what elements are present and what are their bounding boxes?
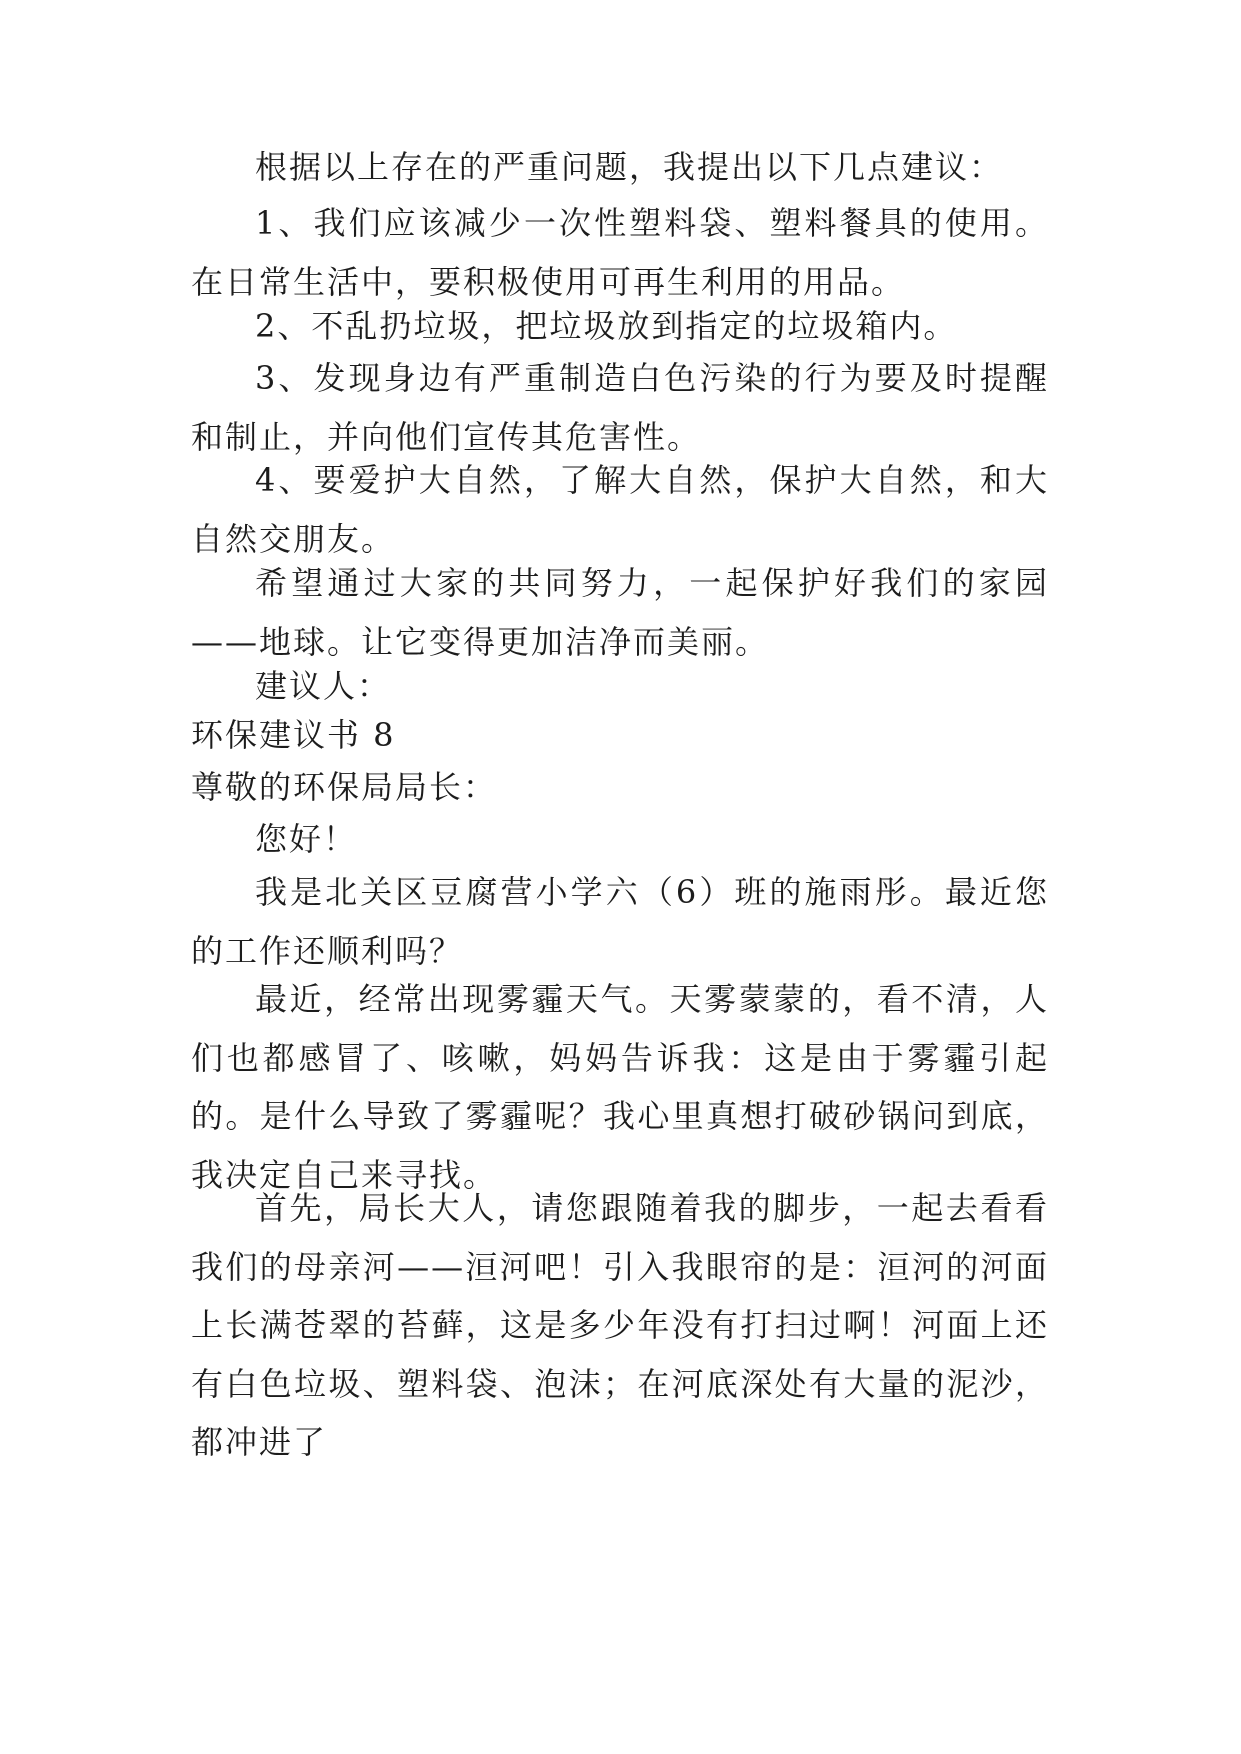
section-title: 环保建议书 8	[191, 716, 396, 754]
paragraph-hope: 希望通过大家的共同努力，一起保护好我们的家园——地球。让它变得更加洁净而美丽。	[191, 564, 1049, 661]
paragraph-suggestion-1: 1、我们应该减少一次性塑料袋、塑料餐具的使用。在日常生活中，要积极使用可再生利用的用品。	[191, 204, 1049, 301]
salutation: 尊敬的环保局局长：	[191, 768, 498, 806]
paragraph-suggestions-intro: 根据以上存在的严重问题，我提出以下几点建议：	[255, 148, 1004, 186]
paragraph-suggestion-2: 2、不乱扔垃圾，把垃圾放到指定的垃圾箱内。	[255, 307, 958, 345]
paragraph-suggestion-4: 4、要爱护大自然，了解大自然，保护大自然，和大自然交朋友。	[191, 461, 1049, 558]
greeting: 您好！	[255, 820, 358, 858]
paragraph-river: 首先，局长大人，请您跟随着我的脚步，一起去看看我们的母亲河——洹河吧！引入我眼帘的是：洹河的河面上长满苍翠的苔藓，这是多少年没有打扫过啊！河面上还有白色垃圾、塑料袋、泡沫；在河底深处有大量的泥沙，都冲进了	[191, 1189, 1049, 1461]
paragraph-suggestion-3: 3、发现身边有严重制造白色污染的行为要及时提醒和制止，并向他们宣传其危害性。	[191, 359, 1049, 456]
paragraph-smog: 最近，经常出现雾霾天气。天雾蒙蒙的，看不清，人们也都感冒了、咳嗽，妈妈告诉我：这是由于雾霾引起的。是什么导致了雾霾呢？我心里真想打破砂锅问到底，我决定自己来寻找。	[191, 980, 1049, 1194]
paragraph-self-intro: 我是北关区豆腐营小学六（6）班的施雨彤。最近您的工作还顺利吗？	[191, 873, 1049, 970]
signature-label: 建议人：	[255, 667, 392, 705]
